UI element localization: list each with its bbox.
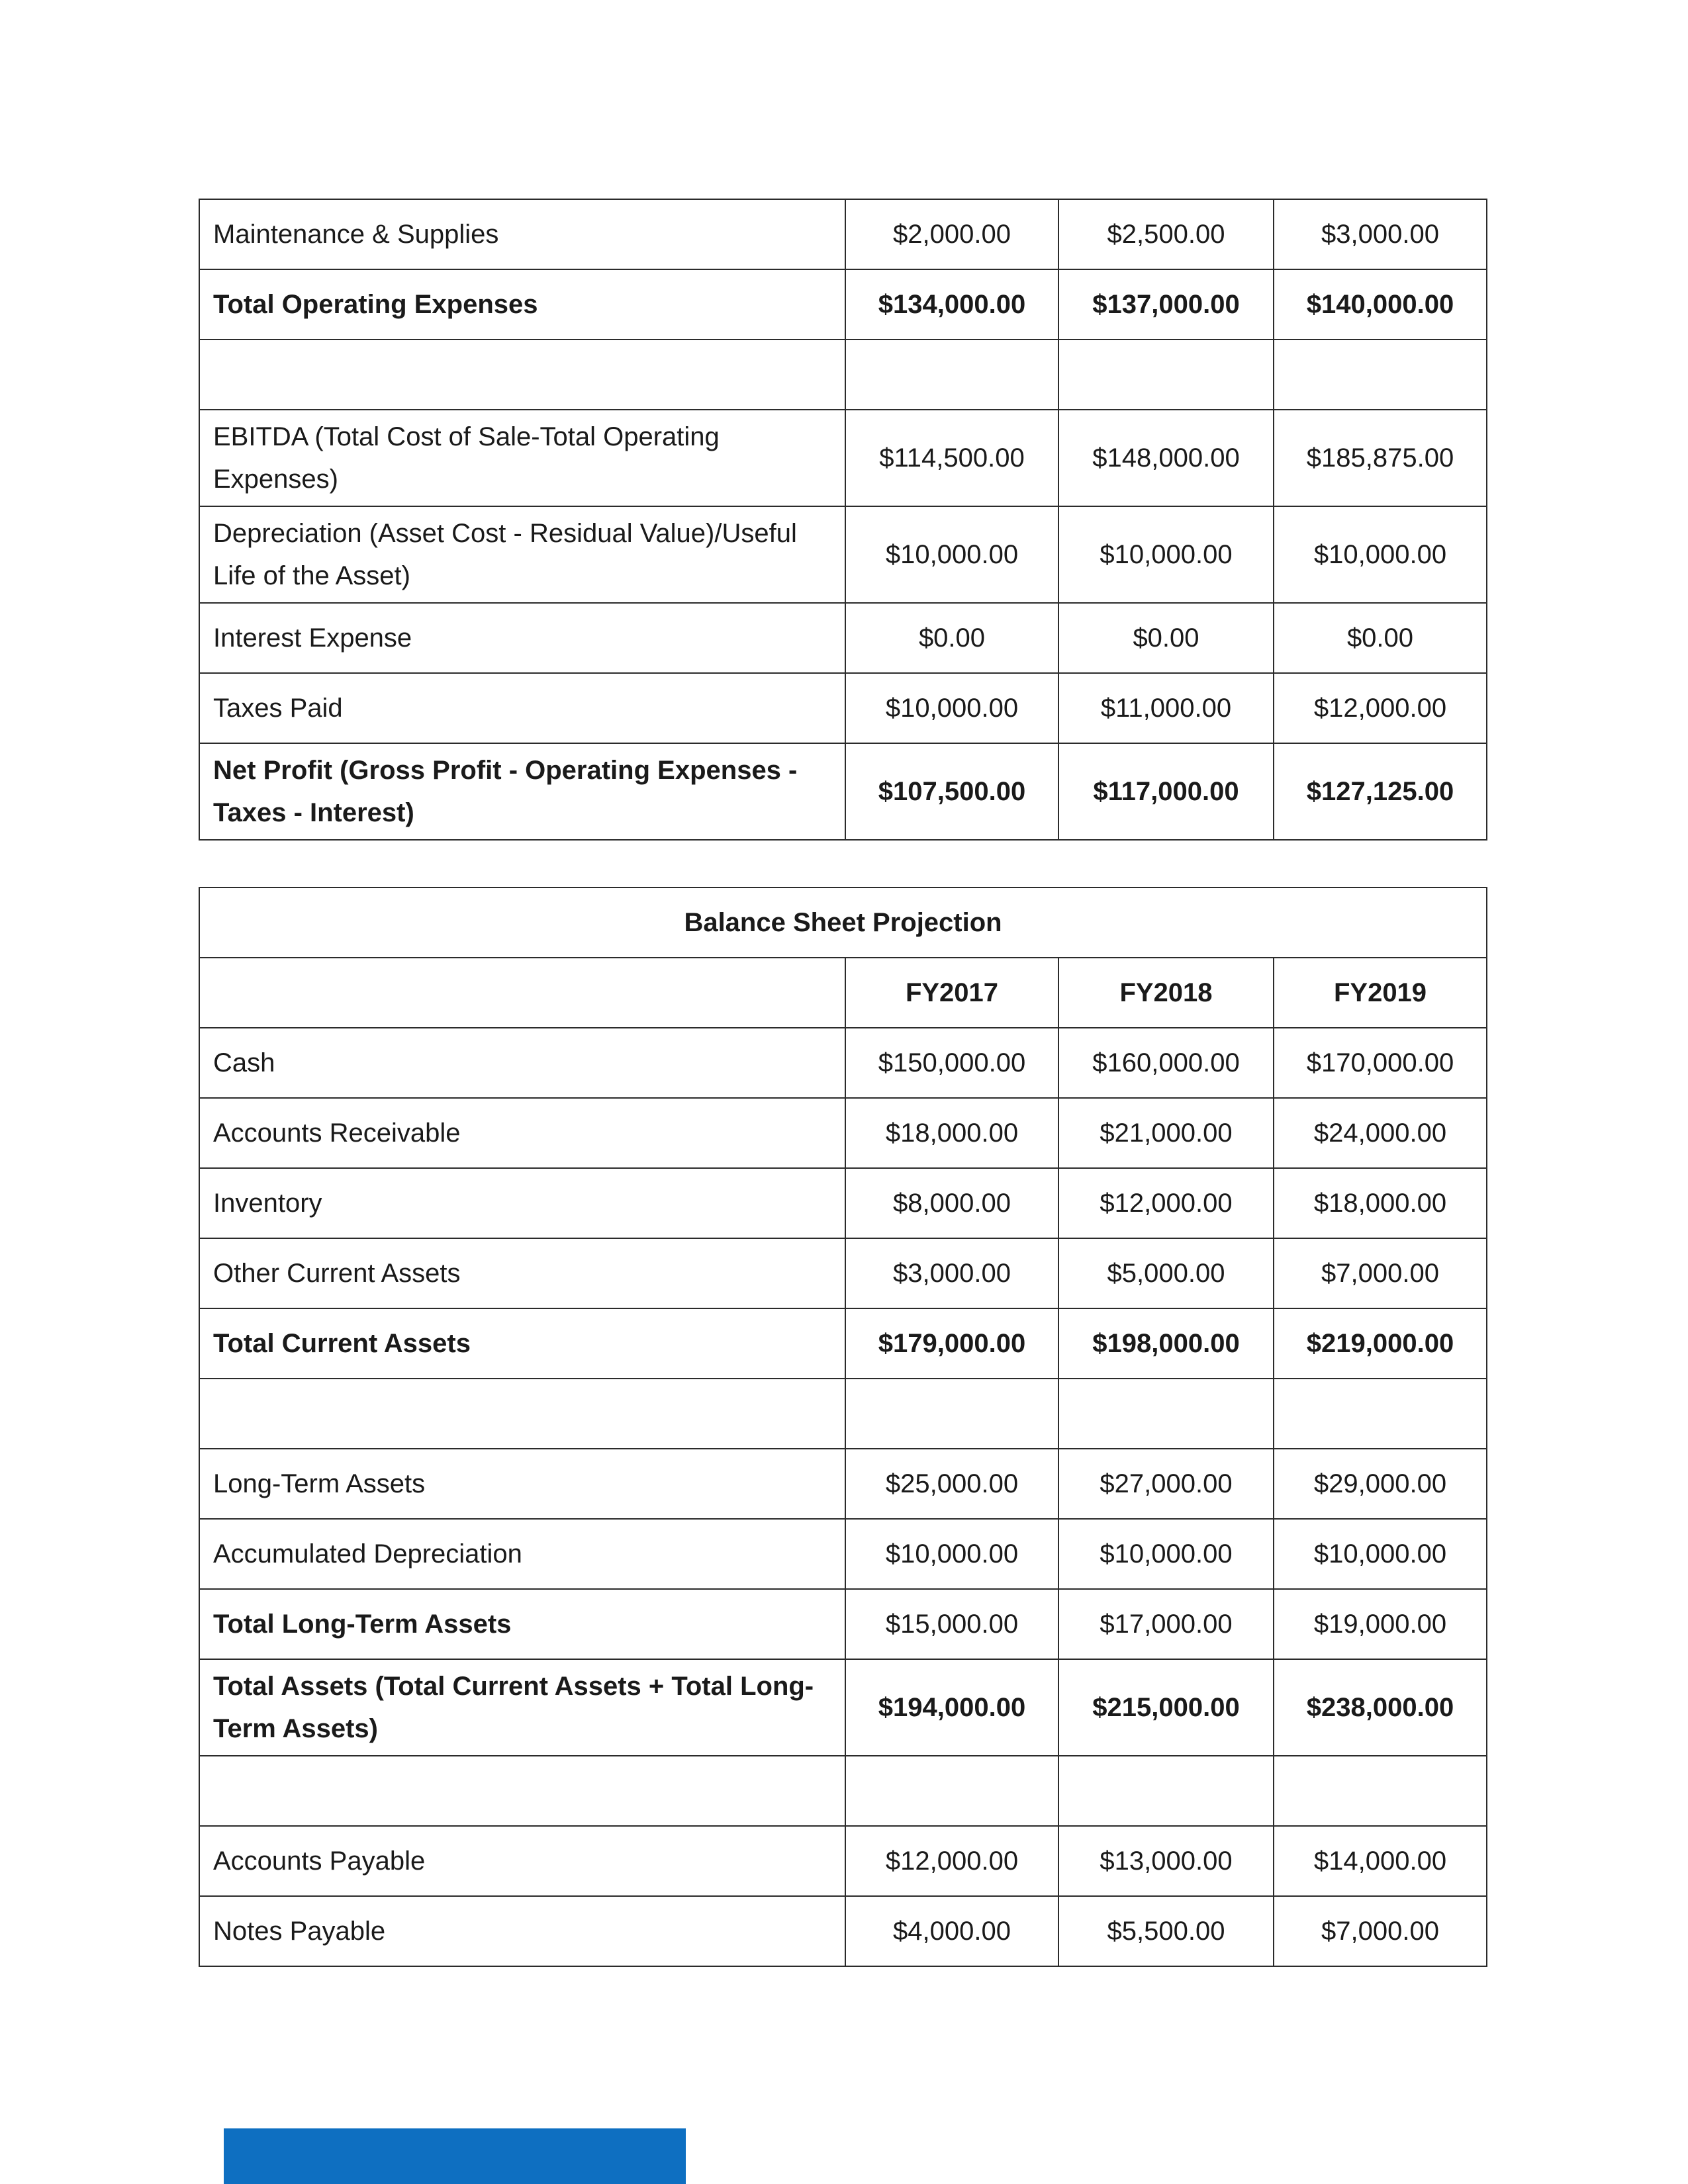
row-value: $24,000.00 <box>1274 1098 1487 1168</box>
row-value: $19,000.00 <box>1274 1589 1487 1659</box>
footer-accent-bar <box>224 2128 686 2184</box>
row-label: Notes Payable <box>199 1896 845 1966</box>
row-value: $27,000.00 <box>1058 1449 1274 1519</box>
row-label: Net Profit (Gross Profit - Operating Expenses - Taxes - Interest) <box>199 743 845 840</box>
table-row <box>199 1028 1487 1098</box>
row-label: Depreciation (Asset Cost - Residual Value)/Useful Life of the Asset) <box>199 506 845 603</box>
table-row <box>199 410 1487 506</box>
balance-sheet-title-row <box>199 887 1487 958</box>
row-value: $29,000.00 <box>1274 1449 1487 1519</box>
header-cell-label <box>199 958 845 1028</box>
row-value: $12,000.00 <box>845 1826 1058 1896</box>
row-value: $134,000.00 <box>845 269 1058 340</box>
row-value: $25,000.00 <box>845 1449 1058 1519</box>
row-label: Interest Expense <box>199 603 845 673</box>
row-value: $5,500.00 <box>1058 1896 1274 1966</box>
row-value <box>1058 1756 1274 1826</box>
row-label: Cash <box>199 1028 845 1098</box>
table-row <box>199 1238 1487 1308</box>
row-value <box>1058 340 1274 410</box>
row-value: $179,000.00 <box>845 1308 1058 1379</box>
table-row <box>199 1098 1487 1168</box>
row-value: $137,000.00 <box>1058 269 1274 340</box>
table-row <box>199 199 1487 269</box>
row-value: $160,000.00 <box>1058 1028 1274 1098</box>
row-value: $12,000.00 <box>1058 1168 1274 1238</box>
row-value: $114,500.00 <box>845 410 1058 506</box>
table-row <box>199 1519 1487 1589</box>
row-value: $117,000.00 <box>1058 743 1274 840</box>
row-value <box>1058 1379 1274 1449</box>
row-value <box>1274 340 1487 410</box>
table-row <box>199 269 1487 340</box>
balance-sheet-title: Balance Sheet Projection <box>199 887 1487 958</box>
row-value: $3,000.00 <box>1274 199 1487 269</box>
row-value: $10,000.00 <box>845 673 1058 743</box>
row-value <box>845 340 1058 410</box>
balance-sheet-header-row <box>199 958 1487 1028</box>
table-row <box>199 673 1487 743</box>
table-row <box>199 1308 1487 1379</box>
row-value: $2,500.00 <box>1058 199 1274 269</box>
balance-sheet-table <box>199 887 1487 1967</box>
row-label: Total Long-Term Assets <box>199 1589 845 1659</box>
row-value: $21,000.00 <box>1058 1098 1274 1168</box>
row-value: $127,125.00 <box>1274 743 1487 840</box>
row-value: $10,000.00 <box>1274 1519 1487 1589</box>
row-label <box>199 1379 845 1449</box>
row-value: $140,000.00 <box>1274 269 1487 340</box>
row-label <box>199 1756 845 1826</box>
row-value: $10,000.00 <box>845 1519 1058 1589</box>
table-row <box>199 1449 1487 1519</box>
row-value: $13,000.00 <box>1058 1826 1274 1896</box>
table-row <box>199 506 1487 603</box>
income-statement-table <box>199 199 1487 841</box>
table-row <box>199 1896 1487 1966</box>
row-value: $10,000.00 <box>1274 506 1487 603</box>
row-label: Total Current Assets <box>199 1308 845 1379</box>
row-value: $7,000.00 <box>1274 1896 1487 1966</box>
header-cell-fy2017: FY2017 <box>845 958 1058 1028</box>
row-value: $0.00 <box>1058 603 1274 673</box>
row-label: Taxes Paid <box>199 673 845 743</box>
balance-sheet-body <box>199 887 1487 1966</box>
row-value: $10,000.00 <box>845 506 1058 603</box>
row-value: $5,000.00 <box>1058 1238 1274 1308</box>
row-value: $3,000.00 <box>845 1238 1058 1308</box>
row-value: $10,000.00 <box>1058 1519 1274 1589</box>
row-value: $107,500.00 <box>845 743 1058 840</box>
row-label <box>199 340 845 410</box>
row-value: $150,000.00 <box>845 1028 1058 1098</box>
row-value: $219,000.00 <box>1274 1308 1487 1379</box>
row-label: Long-Term Assets <box>199 1449 845 1519</box>
row-value <box>845 1379 1058 1449</box>
row-value <box>1274 1756 1487 1826</box>
row-value: $8,000.00 <box>845 1168 1058 1238</box>
table-row <box>199 1756 1487 1826</box>
row-value: $17,000.00 <box>1058 1589 1274 1659</box>
row-label: Inventory <box>199 1168 845 1238</box>
row-value <box>845 1756 1058 1826</box>
table-row <box>199 1659 1487 1756</box>
row-value: $215,000.00 <box>1058 1659 1274 1756</box>
row-value: $18,000.00 <box>1274 1168 1487 1238</box>
row-value: $2,000.00 <box>845 199 1058 269</box>
row-value <box>1274 1379 1487 1449</box>
row-value: $185,875.00 <box>1274 410 1487 506</box>
row-value: $7,000.00 <box>1274 1238 1487 1308</box>
table-row <box>199 340 1487 410</box>
table-row <box>199 1168 1487 1238</box>
table-row <box>199 1589 1487 1659</box>
row-label: EBITDA (Total Cost of Sale-Total Operating Expenses) <box>199 410 845 506</box>
row-value: $198,000.00 <box>1058 1308 1274 1379</box>
row-label: Total Assets (Total Current Assets + Total Long-Term Assets) <box>199 1659 845 1756</box>
row-value: $0.00 <box>1274 603 1487 673</box>
row-value: $238,000.00 <box>1274 1659 1487 1756</box>
header-cell-fy2019: FY2019 <box>1274 958 1487 1028</box>
row-value: $15,000.00 <box>845 1589 1058 1659</box>
row-value: $18,000.00 <box>845 1098 1058 1168</box>
row-value: $11,000.00 <box>1058 673 1274 743</box>
row-value: $4,000.00 <box>845 1896 1058 1966</box>
row-label: Maintenance & Supplies <box>199 199 845 269</box>
table-row <box>199 603 1487 673</box>
row-value: $170,000.00 <box>1274 1028 1487 1098</box>
row-value: $12,000.00 <box>1274 673 1487 743</box>
row-label: Accumulated Depreciation <box>199 1519 845 1589</box>
table-row <box>199 1826 1487 1896</box>
row-value: $194,000.00 <box>845 1659 1058 1756</box>
row-value: $0.00 <box>845 603 1058 673</box>
income-statement-body <box>199 199 1487 840</box>
row-value: $14,000.00 <box>1274 1826 1487 1896</box>
row-label: Accounts Payable <box>199 1826 845 1896</box>
row-value: $148,000.00 <box>1058 410 1274 506</box>
row-value: $10,000.00 <box>1058 506 1274 603</box>
table-row <box>199 743 1487 840</box>
table-row <box>199 1379 1487 1449</box>
row-label: Other Current Assets <box>199 1238 845 1308</box>
row-label: Total Operating Expenses <box>199 269 845 340</box>
row-label: Accounts Receivable <box>199 1098 845 1168</box>
header-cell-fy2018: FY2018 <box>1058 958 1274 1028</box>
